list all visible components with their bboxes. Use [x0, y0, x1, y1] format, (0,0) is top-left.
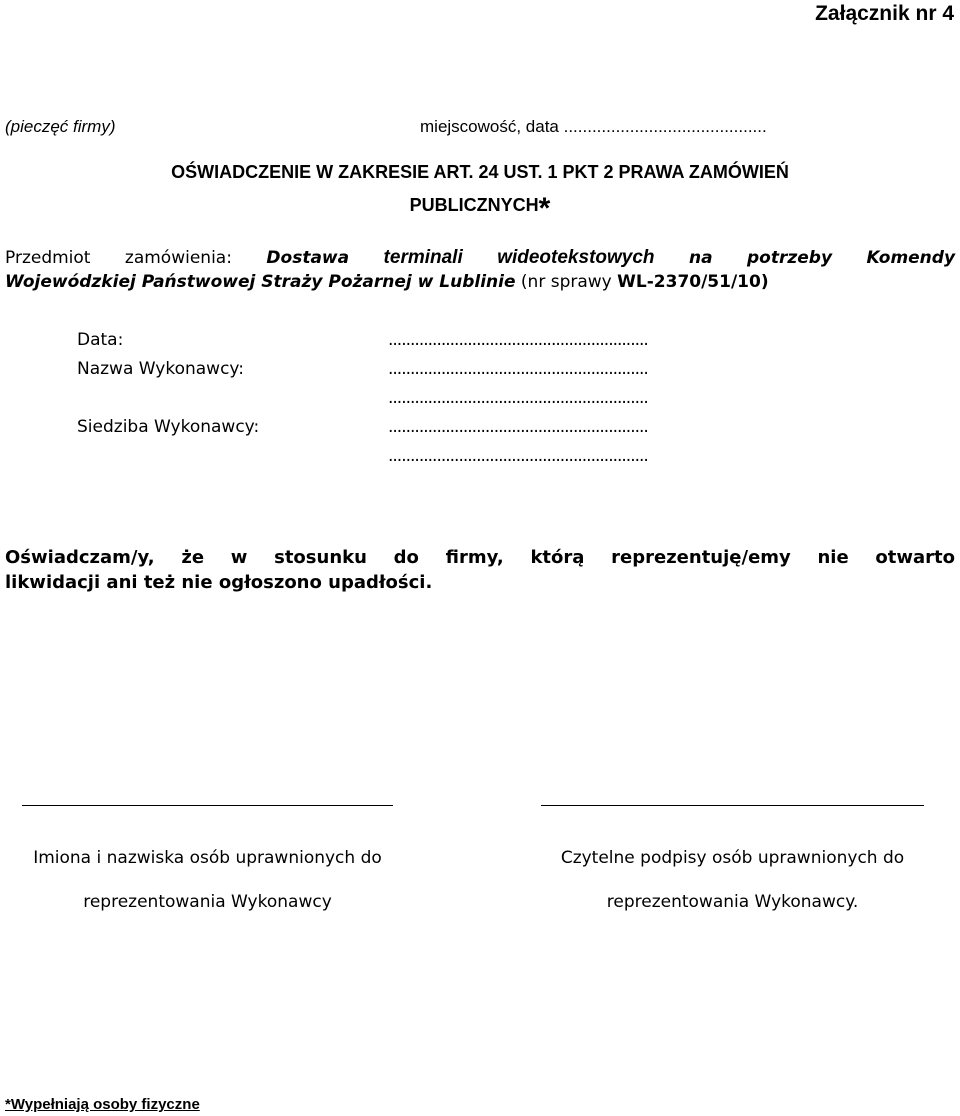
contractor-seat-value: ...........................................................: [388, 446, 648, 466]
signature-caption-right: Czytelne podpisy osób uprawnionych do: [560, 848, 905, 868]
date-value: ...........................................................: [388, 330, 648, 350]
declaration-line-2: likwidacji ani też nie ogłoszono upadłości.: [5, 572, 433, 593]
contractor-name-value: ...........................................................: [388, 388, 648, 408]
order-subject-line-1: [5, 246, 955, 270]
footnote: *Wypełniają osoby fizyczne: [5, 1096, 200, 1113]
signature-line-left: [22, 805, 393, 806]
order-subject-line-2: [5, 270, 955, 294]
document-title-line-2-text: PUBLICZNYCH: [409, 195, 539, 215]
footnote-star: *: [538, 192, 551, 225]
date-label: Data:: [77, 330, 124, 350]
order-subject-word: terminali: [383, 247, 463, 268]
signature-line-right: [541, 805, 924, 806]
document-title-line-2: [0, 192, 960, 226]
signature-caption-left: Imiona i nazwiska osób uprawnionych do: [33, 848, 382, 868]
order-subject-word: potrzeby: [747, 248, 833, 268]
contractor-seat-value: ...........................................................: [388, 417, 648, 437]
order-subject: [5, 246, 955, 294]
company-seal-placeholder: (pieczęć firmy): [5, 117, 116, 136]
order-subject-word: Dostawa: [266, 248, 350, 268]
document-title-line-1: OŚWIADCZENIE W ZAKRESIE ART. 24 UST. 1 PKT 2 PRAWA ZAMÓWIEŃ: [171, 162, 789, 182]
case-number-prefix: (nr sprawy: [520, 272, 612, 292]
order-subject-client: Wojewódzkiej Państwowej Straży Pożarnej w Lublinie: [5, 272, 516, 292]
contractor-name-value: ...........................................................: [388, 359, 648, 379]
order-subject-word: Komendy: [866, 248, 956, 268]
signature-caption-left: reprezentowania Wykonawcy: [83, 892, 332, 912]
order-subject-word: na: [688, 248, 713, 268]
declaration-statement: [5, 545, 955, 595]
declaration-line-1: Oświadczam/y, że w stosunku do firmy, którą reprezentuję/emy nie otwarto: [5, 547, 955, 568]
contractor-name-label: Nazwa Wykonawcy:: [77, 359, 244, 379]
contractor-seat-label: Siedziba Wykonawcy:: [77, 417, 260, 437]
order-subject-word: wideotekstowych: [497, 247, 655, 268]
place-date-field: miejscowość, data ...........................................: [420, 117, 767, 136]
signature-caption-right: reprezentowania Wykonawcy.: [606, 892, 859, 912]
annex-number: Załącznik nr 4: [815, 2, 954, 25]
case-number: WL-2370/51/10): [617, 272, 769, 292]
order-subject-label: Przedmiot zamówienia:: [5, 248, 232, 268]
